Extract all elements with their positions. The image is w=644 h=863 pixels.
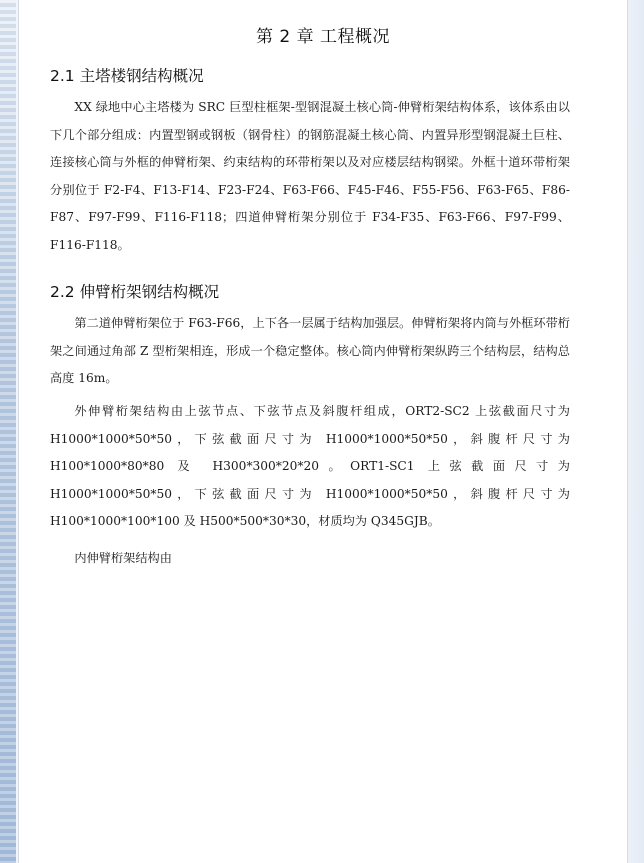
section-2-2-paragraph-2: 外伸臂桁架结构由上弦节点、下弦节点及斜腹杆组成，ORT2-SC2 上弦截面尺寸为 H1000*1000*50*50，下弦截面尺寸为 H1000*1000*50*50，斜腹杆尺寸为 H100*1000*80*80 及 H300*300*20*20。ORT1-SC1 上弦截面尺寸为 H1000*1000*50*50，下弦截面尺寸为 H1000*1000*50*50，斜腹杆尺寸为 H100*1000*100*100 及 H500*500*30*30，材质均为 Q345GJB。 [50, 404, 570, 528]
left-background-decoration [0, 0, 16, 863]
section-heading-2-1: 2.1 主塔楼钢结构概况 [50, 67, 204, 85]
section-2-2-paragraph-1: 第二道伸臂桁架位于 F63-F66，上下各一层属于结构加强层。伸臂桁架将内筒与外框环带桁架之间通过角部 Z 型桁架相连，形成一个稳定整体。核心筒内伸臂桁架纵跨三个结构层，结构总高度 16m。 [50, 316, 570, 385]
chapter-title: 第 2 章 工程概况 [255, 27, 391, 47]
right-background-strip [627, 0, 644, 863]
section-2-1-paragraph: XX 绿地中心主塔楼为 SRC 巨型柱框架-型钢混凝土核心筒-伸臂桁架结构体系，该体系由以下几个部分组成：内置型钢或钢板（钢骨柱）的钢筋混凝土核心筒、内置异形型钢混凝土巨柱、连接核心筒与外框的伸臂桁架、约束结构的环带桁架以及对应楼层结构钢梁。外框十道环带桁架分别位于 F2-F4、F13-F14、F23-F24、F63-F66、F45-F46、F55-F56、F63-F65、F86-F87、F97-F99、F116-F118；四道伸臂桁架分别位于 F34-F35、F63-F66、F97-F99、F116-F118。 [50, 100, 570, 252]
section-2-2-paragraph-3: 内伸臂桁架结构由 [74, 551, 172, 565]
document-page [18, 0, 628, 863]
section-heading-2-2: 2.2 伸臂桁架钢结构概况 [50, 283, 220, 301]
